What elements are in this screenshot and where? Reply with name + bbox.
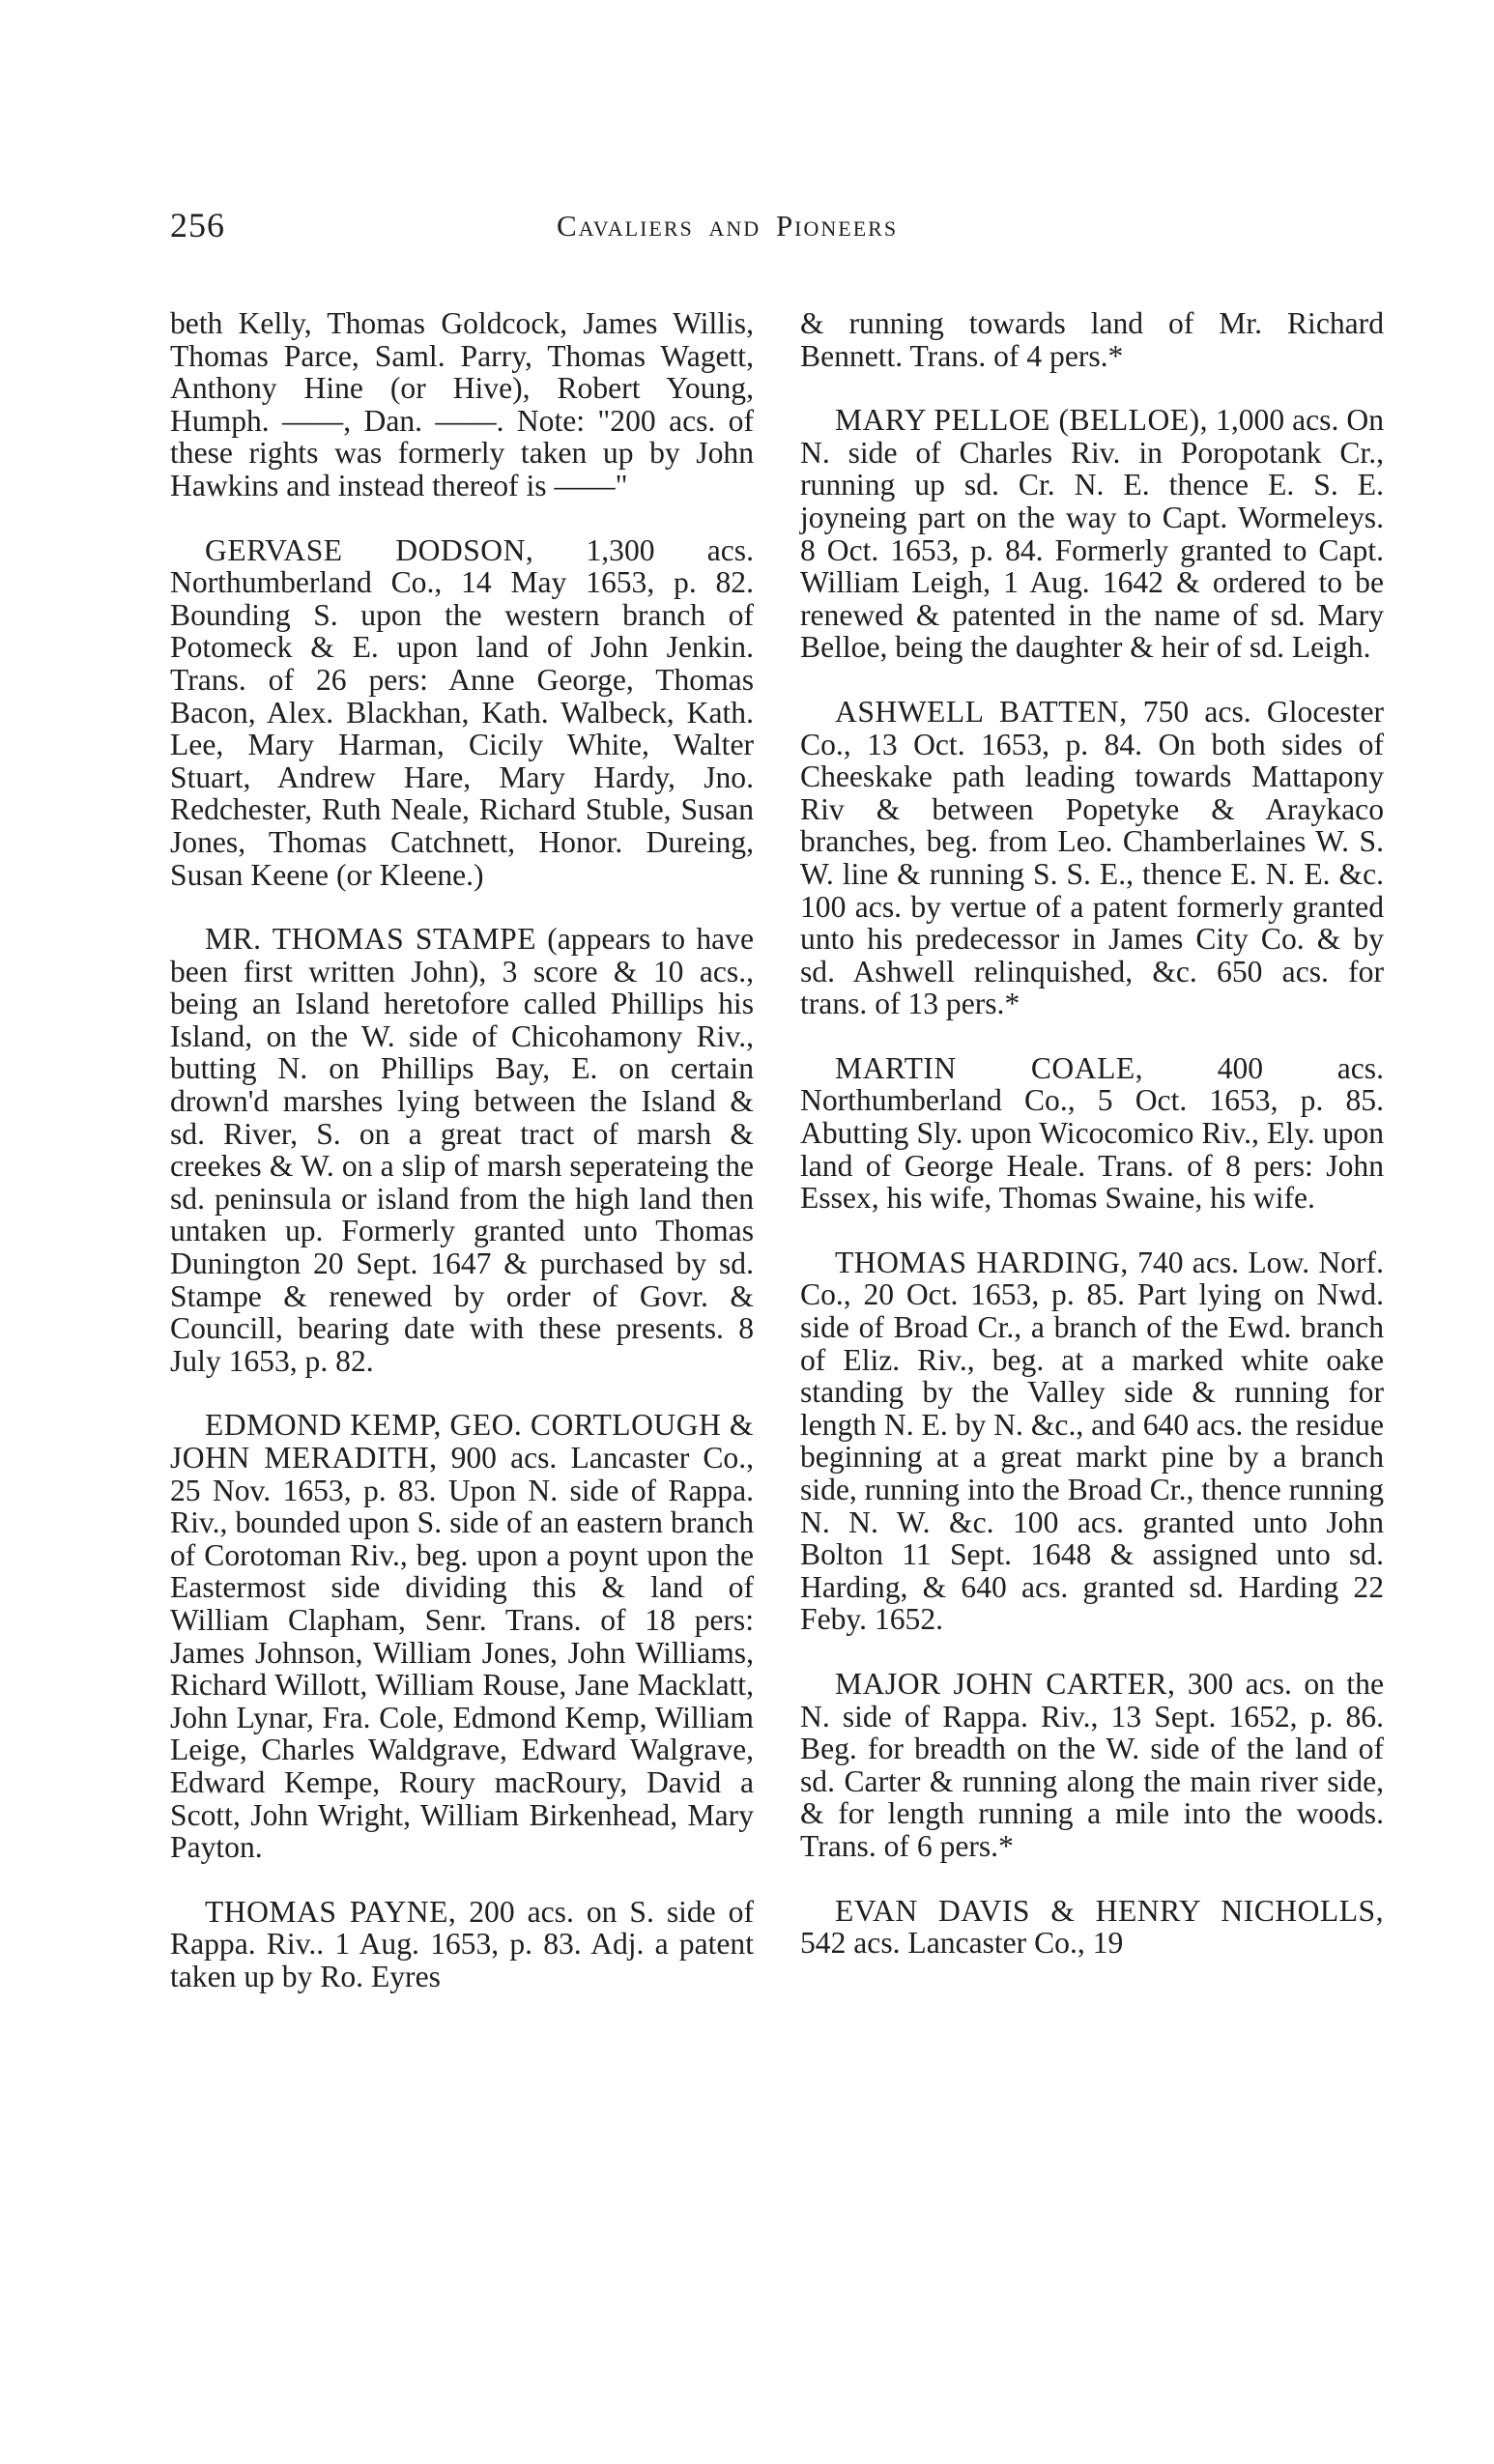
land-grant-entry [800,696,1384,1020]
entry-text: beth Kelly, Thomas Goldcock, James Willis, Thomas Parce, Saml. Parry, Thomas Wagett, Anthony Hine (or Hive), Robert Young, Humph. ——, Dan. ——. Note: "200 acs. of these rights was formerly taken up by John Hawkins and instead thereof is ——" [170,306,754,502]
land-grant-entry [800,404,1384,664]
left-column [170,307,754,1993]
right-column [800,307,1384,1960]
grantee-name: THOMAS PAYNE, [205,1894,457,1929]
continued-entry [170,307,754,502]
page-number: 256 [170,206,225,244]
entry-text: (appears to have been first written John), 3 score & 10 acs., being an Island heretofore called Phillips his Island, on the W. side of Chicohamony Riv., butting N. on Phillips Bay, E. on certain drown'd marshes lying between the Island & sd. River, S. on a great tract of marsh & creekes & W. on a slip of marsh seperateing the sd. peninsula or island from the high land then untaken up. Formerly granted unto Thomas Dunington 20 Sept. 1647 & purchased by sd. Stampe & renewed by order of Govr. & Councill, bearing date with these presents. 8 July 1653, p. 82. [170,922,754,1378]
grantee-name: EDMOND KEMP, GEO. CORTLOUGH & JOHN MERADITH, [170,1408,754,1475]
grantee-name: THOMAS HARDING, [835,1245,1129,1279]
grantee-name: EVAN DAVIS & HENRY NICHOLLS, [835,1893,1384,1928]
land-grant-entry [170,534,754,892]
grantee-name: MR. THOMAS STAMPE [205,922,537,957]
page-header [170,205,1384,249]
land-grant-entry [170,1409,754,1863]
running-title: Cavaliers and Pioneers [557,209,899,243]
entry-text: 542 acs. Lancaster Co., 19 [800,1926,1124,1961]
entry-text: 1,000 acs. On N. side of Charles Riv. in Poropotank Cr., running up sd. Cr. N. E. thence E. S. E. joyneing part on the way to Capt. Wormeleys. 8 Oct. 1653, p. 84. Formerly granted to Capt. William Leigh, 1 Aug. 1642 & ordered to be renewed & patented in the name of sd. Mary Belloe, being the daughter & heir of sd. Leigh. [800,403,1384,665]
land-grant-entry [800,1895,1384,1960]
land-grant-entry [800,1668,1384,1863]
land-grant-entry [170,923,754,1377]
entry-text: 1,300 acs. Northumberland Co., 14 May 1653, p. 82. Bounding S. upon the western branch of Potomeck & E. upon land of John Jenkin. Trans. of 26 pers: Anne George, Thomas Bacon, Alex. Blackhan, Kath. Walbeck, Kath. Lee, Mary Harman, Cicily White, Walter Stuart, Andrew Hare, Mary Hardy, Jno. Redchester, Ruth Neale, Richard Stuble, Susan Jones, Thomas Catchnett, Honor. Dureing, Susan Keene (or Kleene.) [170,532,754,892]
entry-text: 750 acs. Glocester Co., 13 Oct. 1653, p. 84. On both sides of Cheeskake path leading towards Mattapony Riv & between Popetyke & Araykaco branches, beg. from Leo. Chamberlaines W. S. W. line & running S. S. E., thence E. N. E. &c. 100 acs. by vertue of a patent formerly granted unto his predecessor in James City Co. & by sd. Ashwell relinquished, &c. 650 acs. for trans. of 13 pers.* [800,694,1384,1021]
grantee-name: MAJOR JOHN CARTER, [835,1666,1176,1701]
land-grant-entry [800,1246,1384,1636]
grantee-name: GERVASE DODSON, [205,532,534,567]
entry-text: 900 acs. Lancaster Co., 25 Nov. 1653, p. 83. Upon N. side of Rappa. Riv., bounded upon S. side of an eastern branch of Corotoman Riv., beg. upon a poynt upon the Eastermost side dividing this & land of William Clapham, Senr. Trans. of 18 pers: James Johnson, William Jones, John Williams, Richard Willott, William Rouse, Jane Macklatt, John Lynar, Fra. Cole, Edmond Kemp, William Leige, Charles Waldgrave, Edward Walgrave, Edward Kempe, Roury macRoury, David a Scott, John Wright, William Birkenhead, Mary Payton. [170,1441,754,1865]
entry-text: 740 acs. Low. Norf. Co., 20 Oct. 1653, p. 85. Part lying on Nwd. side of Broad Cr., a branch of the Ewd. branch of Eliz. Riv., beg. at a marked white oake standing by the Valley side & running for length N. E. by N. &c., and 640 acs. the residue beginning at a great markt pine by a branch side, running into the Broad Cr., thence running N. N. W. &c. 100 acs. granted unto John Bolton 11 Sept. 1648 & assigned unto sd. Harding, & 640 acs. granted sd. Harding 22 Feby. 1652. [800,1245,1384,1637]
entry-text: & running towards land of Mr. Richard Bennett. Trans. of 4 pers.* [800,306,1384,373]
entry-text: 300 acs. on the N. side of Rappa. Riv., 13 Sept. 1652, p. 86. Beg. for breadth on the W. side of the land of sd. Carter & running along the main river side, & for length running a mile into the woods. Trans. of 6 pers.* [800,1666,1384,1863]
grantee-name: ASHWELL BATTEN, [835,694,1128,729]
grantee-name: MARTIN COALE, [835,1050,1144,1085]
land-grant-entry [800,1052,1384,1215]
grantee-name: MARY PELLOE (BELLOE), [835,403,1209,438]
land-grant-entry [170,1896,754,1993]
entry-text: 200 acs. on S. side of Rappa. Riv.. 1 Aug. 1653, p. 83. Adj. a patent taken up by Ro. Eyres [170,1894,754,1993]
continued-entry [800,307,1384,372]
entry-text: 400 acs. Northumberland Co., 5 Oct. 1653, p. 85. Abutting Sly. upon Wicocomico Riv., Ely. upon land of George Heale. Trans. of 8 pers: John Essex, his wife, Thomas Swaine, his wife. [800,1050,1384,1216]
